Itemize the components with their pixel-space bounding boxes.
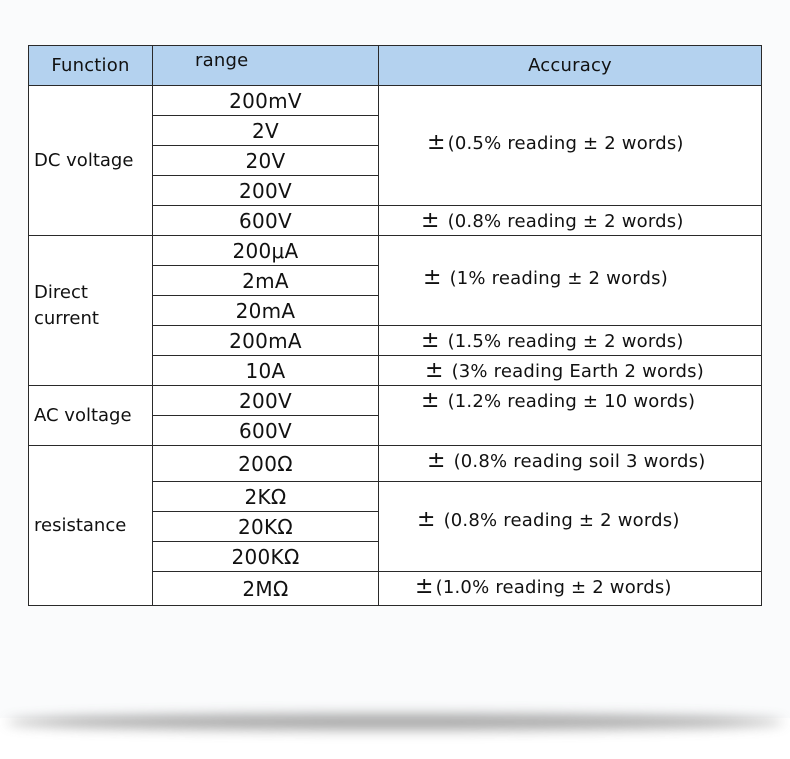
accuracy-text: (0.8% reading soil 3 words): [453, 451, 706, 472]
range-cell: 20mA: [153, 296, 379, 326]
plus-minus-icon: ±: [421, 388, 440, 413]
accuracy-text: (1.0% reading ± 2 words): [435, 577, 672, 598]
function-dc-voltage: DC voltage: [29, 86, 153, 236]
range-cell: 20KΩ: [153, 512, 379, 542]
accuracy-text: (0.8% reading ± 2 words): [447, 211, 684, 232]
range-cell: 200μA: [153, 236, 379, 266]
accuracy-text: (1.2% reading ± 10 words): [447, 391, 696, 412]
accuracy-cell: [379, 326, 762, 356]
table-row: [29, 386, 762, 416]
plus-minus-icon: ±: [421, 328, 440, 353]
range-cell: 200KΩ: [153, 542, 379, 572]
function-label-line1: Direct: [34, 281, 88, 303]
table-row: [29, 86, 762, 116]
range-cell: 200V: [153, 386, 379, 416]
table-row: [29, 446, 762, 482]
accuracy-text: (0.8% reading ± 2 words): [443, 510, 680, 531]
accuracy-text: (1.5% reading ± 2 words): [447, 331, 684, 352]
range-cell: 600V: [153, 416, 379, 446]
table-row: [29, 236, 762, 266]
range-cell: 600V: [153, 206, 379, 236]
function-ac-voltage: AC voltage: [29, 386, 153, 446]
function-direct-current: [29, 236, 153, 386]
accuracy-cell: [379, 236, 762, 326]
accuracy-cell: [379, 206, 762, 236]
specification-table: [28, 45, 762, 606]
range-cell: 2V: [153, 116, 379, 146]
range-cell: 20V: [153, 146, 379, 176]
accuracy-cell: [379, 356, 762, 386]
range-cell: 2MΩ: [153, 572, 379, 606]
range-cell: 10A: [153, 356, 379, 386]
range-cell: 2KΩ: [153, 482, 379, 512]
plus-minus-icon: ±: [421, 208, 440, 233]
accuracy-text: (0.5% reading ± 2 words): [447, 133, 684, 154]
plus-minus-icon: ±: [423, 265, 442, 290]
range-cell: 200Ω: [153, 446, 379, 482]
function-resistance: resistance: [29, 446, 153, 606]
header-range: range: [153, 46, 379, 86]
accuracy-text: (3% reading Earth 2 words): [451, 361, 704, 382]
plus-minus-icon: ±: [417, 507, 436, 532]
range-cell: 200mA: [153, 326, 379, 356]
accuracy-text: (1% reading ± 2 words): [449, 268, 668, 289]
range-cell: 2mA: [153, 266, 379, 296]
plus-minus-icon: ±: [427, 448, 446, 473]
accuracy-cell: [379, 482, 762, 572]
header-row: [29, 46, 762, 86]
plus-minus-icon: ±: [415, 574, 434, 599]
accuracy-cell: [379, 386, 762, 446]
header-function: Function: [29, 46, 153, 86]
accuracy-cell: [379, 446, 762, 482]
header-accuracy: Accuracy: [379, 46, 762, 86]
accuracy-cell: [379, 572, 762, 606]
card-shadow: [6, 714, 784, 730]
plus-minus-icon: ±: [425, 358, 444, 383]
plus-minus-icon: ±: [427, 130, 446, 155]
function-label-line2: current: [34, 307, 99, 329]
range-cell: 200mV: [153, 86, 379, 116]
accuracy-cell: [379, 86, 762, 206]
range-cell: 200V: [153, 176, 379, 206]
